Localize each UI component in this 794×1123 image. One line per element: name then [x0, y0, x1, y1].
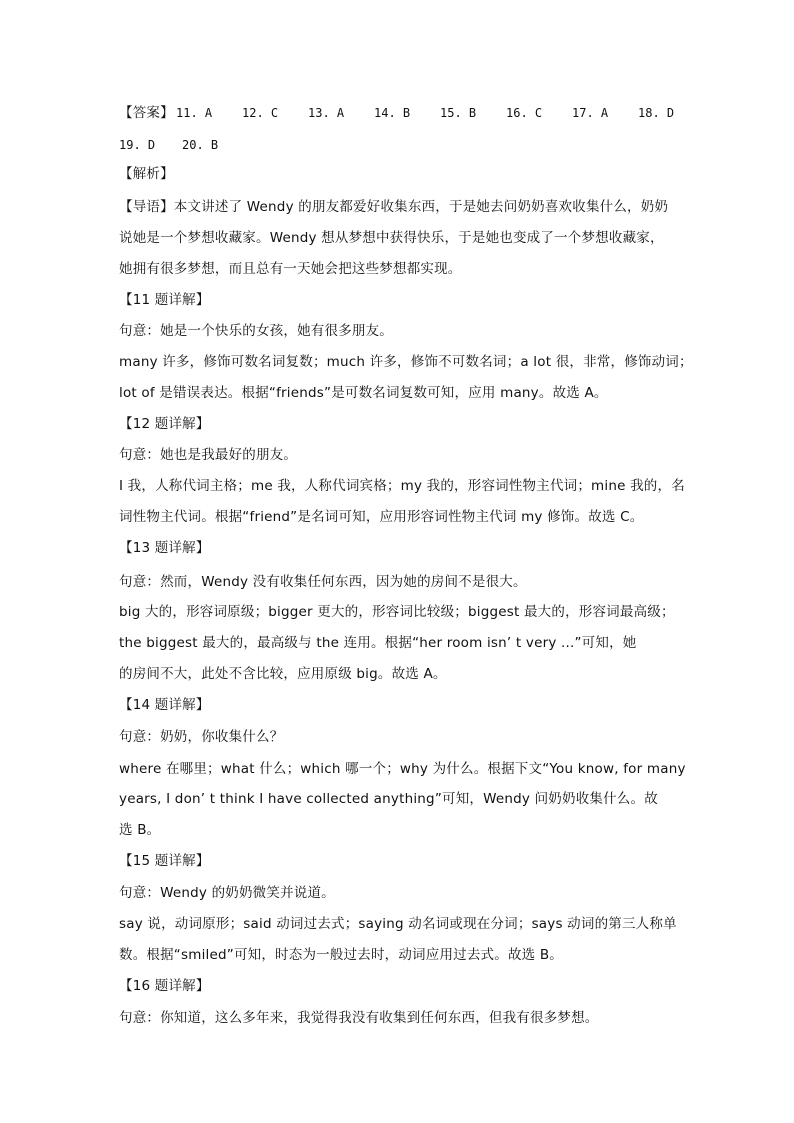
answer-item: 15. B [440, 106, 477, 120]
answer-item: 19. D [119, 138, 156, 152]
intro-line: 【导语】本文讲述了 Wendy 的朋友都爱好收集东西，于是她去问奶奶喜欢收集什么，奶奶 [119, 199, 669, 215]
answer-item: 11. A [176, 106, 213, 120]
answer-item: 12. C [242, 106, 279, 120]
q12-title: 【12 题详解】 [119, 416, 210, 432]
intro-line: 她拥有很多梦想，而且总有一天她会把这些梦想都实现。 [119, 261, 462, 277]
q16-meaning: 句意：你知道，这么多年来，我觉得我没有收集到任何东西，但我有很多梦想。 [119, 1010, 599, 1026]
q13-meaning: 句意：然而，Wendy 没有收集任何东西，因为她的房间不是很大。 [119, 574, 527, 590]
q12-line: I 我，人称代词主格；me 我，人称代词宾格；my 我的，形容词性物主代词；mine 我的，名 [119, 478, 685, 494]
q11-line: many 许多，修饰可数名词复数；much 许多，修饰不可数名词；a lot 很，非常，修饰动词； [119, 354, 693, 370]
q14-line: where 在哪里；what 什么；which 哪一个；why 为什么。根据下文“You know, for many [119, 761, 686, 777]
q15-meaning: 句意：Wendy 的奶奶微笑并说道。 [119, 885, 335, 901]
answer-item: 13. A [308, 106, 345, 120]
answer-label: 【答案】 [119, 105, 174, 121]
q13-line: 的房间不大，此处不含比较，应用原级 big。故选 A。 [119, 666, 447, 682]
answer-item: 16. C [506, 106, 543, 120]
q14-meaning: 句意：奶奶，你收集什么？ [119, 729, 284, 745]
intro-line: 说她是一个梦想收藏家。Wendy 想从梦想中获得快乐，于是她也变成了一个梦想收藏家， [119, 230, 664, 246]
q13-title: 【13 题详解】 [119, 540, 210, 556]
answer-item: 20. B [182, 138, 219, 152]
q14-title: 【14 题详解】 [119, 697, 210, 713]
q14-line: 选 B。 [119, 822, 161, 838]
q15-line: 数。根据“smiled”可知，时态为一般过去时，动词应用过去式。故选 B。 [119, 947, 564, 963]
analysis-label: 【解析】 [119, 166, 174, 182]
q14-line: years, I don’ t think I have collected anything”可知，Wendy 问奶奶收集什么。故 [119, 791, 658, 807]
q11-line: lot of 是错误表达。根据“friends”是可数名词复数可知，应用 many。故选 A。 [119, 385, 608, 401]
q16-title: 【16 题详解】 [119, 978, 210, 994]
answer-item: 18. D [638, 106, 675, 120]
q11-meaning: 句意：她是一个快乐的女孩，她有很多朋友。 [119, 323, 393, 339]
q11-title: 【11 题详解】 [119, 292, 210, 308]
q15-title: 【15 题详解】 [119, 853, 210, 869]
q13-line: big 大的，形容词原级；bigger 更大的，形容词比较级；biggest 最大的，形容词最高级； [119, 604, 675, 620]
answer-item: 17. A [572, 106, 609, 120]
answer-item: 14. B [374, 106, 411, 120]
q13-line: the biggest 最大的，最高级与 the 连用。根据“her room isn’ t very ...”可知，她 [119, 635, 637, 651]
q15-line: say 说，动词原形；said 动词过去式；saying 动名词或现在分词；says 动词的第三人称单 [119, 916, 677, 932]
q12-line: 词性物主代词。根据“friend”是名词可知，应用形容词性物主代词 my 修饰。故选 C。 [119, 509, 644, 525]
q12-meaning: 句意：她也是我最好的朋友。 [119, 447, 298, 463]
